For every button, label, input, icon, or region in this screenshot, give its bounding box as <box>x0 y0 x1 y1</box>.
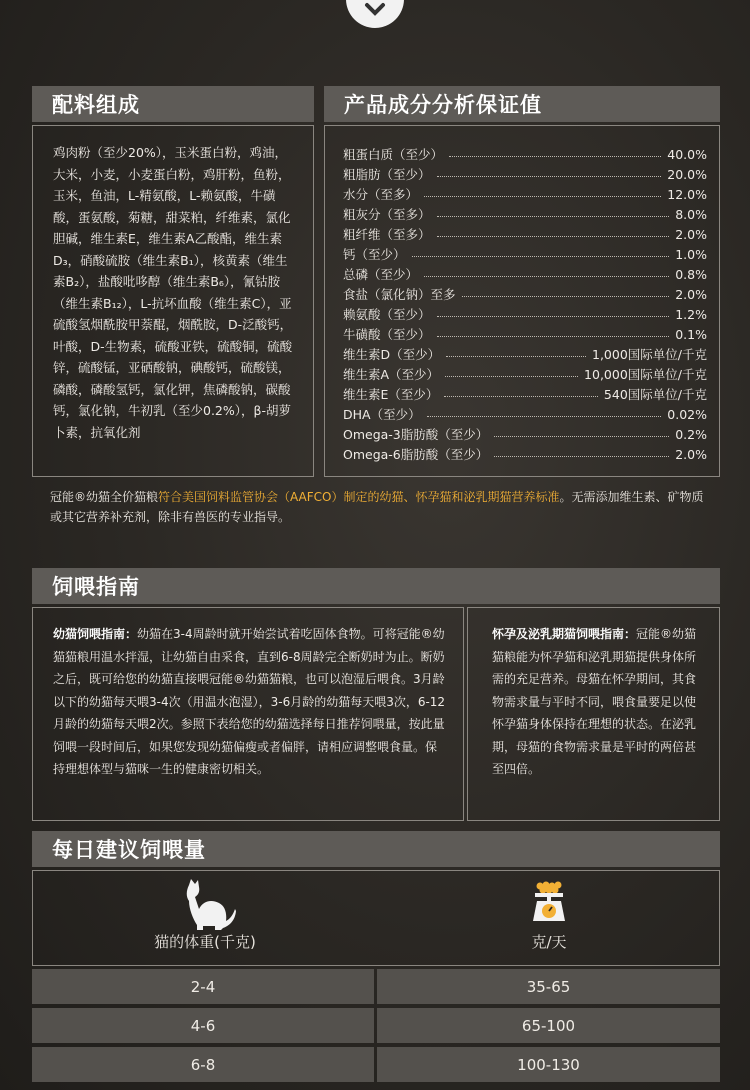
analysis-label: DHA（至少） <box>343 407 421 422</box>
dot-leader <box>494 456 669 457</box>
daily-weight-cell: 4-6 <box>32 1008 374 1043</box>
daily-amount-cell: 35-65 <box>377 969 720 1004</box>
dot-leader <box>449 156 661 157</box>
dot-leader <box>446 356 586 357</box>
ingredients-panel <box>32 125 314 477</box>
kitten-heading: 幼猫饲喂指南： <box>53 627 138 641</box>
analysis-value: 40.0% <box>667 146 707 162</box>
dot-leader <box>444 396 598 397</box>
dot-leader <box>437 176 662 177</box>
pregnant-body: 冠能®幼猫猫粮能为怀孕猫和泌乳期猫提供身体所需的充足营养。母猫在怀孕期间，其食物需求量与平时不同，喂食量要足以使怀孕猫身体保持在理想的状态。在泌乳期，母猫的食物需求量是平时的两倍甚至四倍。 <box>492 627 697 776</box>
daily-amount-cell: 100-130 <box>377 1047 720 1082</box>
analysis-label: 粗灰分（至多） <box>343 207 431 222</box>
col-amount-label: 克/天 <box>531 933 567 951</box>
analysis-label: 粗纤维（至多） <box>343 227 431 242</box>
food-scale-icon <box>531 881 567 927</box>
feeding-title: 饲喂指南 <box>32 568 720 604</box>
analysis-row <box>343 324 707 344</box>
analysis-label: Omega-3脂肪酸（至少） <box>343 427 489 442</box>
daily-amount-cell: 65-100 <box>377 1008 720 1043</box>
analysis-value: 0.2% <box>675 426 707 442</box>
analysis-label: 维生素E（至少） <box>343 387 439 402</box>
analysis-row <box>343 404 707 424</box>
note-post: 。无需添加维生素、矿物质或其它营养补充剂，除非有兽医的专业指导。 <box>50 490 704 524</box>
analysis-label: 粗蛋白质（至少） <box>343 147 444 162</box>
dot-leader <box>445 376 578 377</box>
analysis-row <box>343 244 707 264</box>
analysis-title: 产品成分分析保证值 <box>324 86 720 122</box>
analysis-row <box>343 204 707 224</box>
dot-leader <box>437 236 670 237</box>
analysis-value: 2.0% <box>675 286 707 302</box>
analysis-value: 1.2% <box>675 306 707 322</box>
dot-leader <box>494 436 669 437</box>
dot-leader <box>437 216 670 217</box>
analysis-label: 牛磺酸（至少） <box>343 327 431 342</box>
analysis-value: 8.0% <box>675 206 707 222</box>
dot-leader <box>424 276 669 277</box>
analysis-label: 维生素D（至少） <box>343 347 441 362</box>
analysis-row <box>343 264 707 284</box>
analysis-row <box>343 284 707 304</box>
dot-leader <box>424 196 661 197</box>
analysis-row <box>343 164 707 184</box>
daily-header-panel <box>32 870 720 966</box>
note-pre: 冠能®幼猫全价猫粮 <box>50 490 159 504</box>
pregnant-heading: 怀孕及泌乳期猫饲喂指南： <box>492 627 637 641</box>
analysis-row <box>343 384 707 404</box>
daily-weight-cell: 6-8 <box>32 1047 374 1082</box>
analysis-value: 12.0% <box>667 186 707 202</box>
analysis-row <box>343 424 707 444</box>
analysis-value: 0.1% <box>675 326 707 342</box>
analysis-row <box>343 184 707 204</box>
dot-leader <box>412 256 670 257</box>
analysis-value: 0.8% <box>675 266 707 282</box>
ingredients-title: 配料组成 <box>32 86 314 122</box>
analysis-value: 0.02% <box>667 406 707 422</box>
daily-weight-cell: 2-4 <box>32 969 374 1004</box>
analysis-value: 1,000国际单位/千克 <box>592 347 707 362</box>
analysis-label: 粗脂肪（至少） <box>343 167 431 182</box>
analysis-label: Omega-6脂肪酸（至少） <box>343 447 489 462</box>
analysis-value: 540国际单位/千克 <box>603 387 707 402</box>
analysis-value: 10,000国际单位/千克 <box>584 367 707 382</box>
analysis-row <box>343 144 707 164</box>
analysis-value: 20.0% <box>667 166 707 182</box>
analysis-row <box>343 444 707 464</box>
analysis-value: 1.0% <box>675 246 707 262</box>
analysis-row <box>343 224 707 244</box>
pregnant-feeding-panel <box>467 607 720 821</box>
kitten-feeding-text <box>33 608 463 781</box>
analysis-panel <box>324 125 720 477</box>
daily-title: 每日建议饲喂量 <box>32 831 720 867</box>
dot-leader <box>427 416 662 417</box>
analysis-row <box>343 304 707 324</box>
dot-leader <box>437 316 670 317</box>
note-highlight: 符合美国饲料监管协会（AAFCO）制定的幼猫、怀孕猫和泌乳期猫营养标准 <box>158 490 560 504</box>
pregnant-feeding-text <box>468 608 719 781</box>
col-weight-label: 猫的体重(千克) <box>154 933 256 951</box>
kitten-feeding-panel <box>32 607 464 821</box>
analysis-label: 维生素A（至少） <box>343 367 440 382</box>
analysis-value: 2.0% <box>675 226 707 242</box>
analysis-label: 总磷（至少） <box>343 267 419 282</box>
analysis-row <box>343 364 707 384</box>
analysis-value: 2.0% <box>675 446 707 462</box>
ingredients-text: 鸡肉粉（至少20%），玉米蛋白粉，鸡油，大米，小麦，小麦蛋白粉，鸡肝粉，鱼粉，玉米，鱼油，L-精氨酸，L-赖氨酸，牛磺酸，蛋氨酸，菊糖，甜菜粕，纤维素，氯化胆碱，维生素E，维生素A乙酸酯，维生素D₃，硝酸硫胺（维生素B₁），核黄素（维生素B₂），盐酸吡哆醇（维生素B₆），氰钴胺（维生素B₁₂），L-抗坏血酸（维生素C），亚硫酸氢烟酰胺甲萘醌，烟酰胺，D-泛酸钙，叶酸，D-生物素，硫酸亚铁，硫酸铜，硫酸锌，硫酸锰，亚硒酸钠，碘酸钙，硫酸镁，磷酸，磷酸氢钙，氯化钾，焦磷酸钠，碳酸钙，氯化钠，牛初乳（至少0.2%），β-胡萝卜素，抗氧化剂 <box>53 145 293 440</box>
chevron-down-circle-icon <box>346 0 404 28</box>
analysis-label: 食盐（氯化钠）至多 <box>343 287 456 302</box>
dot-leader <box>437 336 670 337</box>
dot-leader <box>462 296 670 297</box>
analysis-row <box>343 344 707 364</box>
kitten-body: 幼猫在3-4周龄时就开始尝试着吃固体食物。可将冠能®幼猫猫粮用温水拌湿，让幼猫自由采食，直到6-8周龄完全断奶时为止。断奶之后，既可给您的幼猫直接喂冠能®幼猫猫粮，也可以泡湿后喂食。3月龄以下的幼猫每天喂3-4次（用温水泡湿），3-6月龄的幼猫每天喂3次，6-12月龄的幼猫每天喂2次。参照下表给您的幼猫选择每日推荐饲喂量，按此量饲喂一段时间后，如果您发现幼猫偏瘦或者偏胖，请相应调整喂食量。保持理想体型与猫咪一生的健康密切相关。 <box>53 627 446 776</box>
cat-silhouette-icon <box>175 879 237 935</box>
analysis-label: 钙（至少） <box>343 247 406 262</box>
analysis-label: 水分（至多） <box>343 187 419 202</box>
analysis-label: 赖氨酸（至少） <box>343 307 431 322</box>
aafco-note <box>50 487 710 527</box>
